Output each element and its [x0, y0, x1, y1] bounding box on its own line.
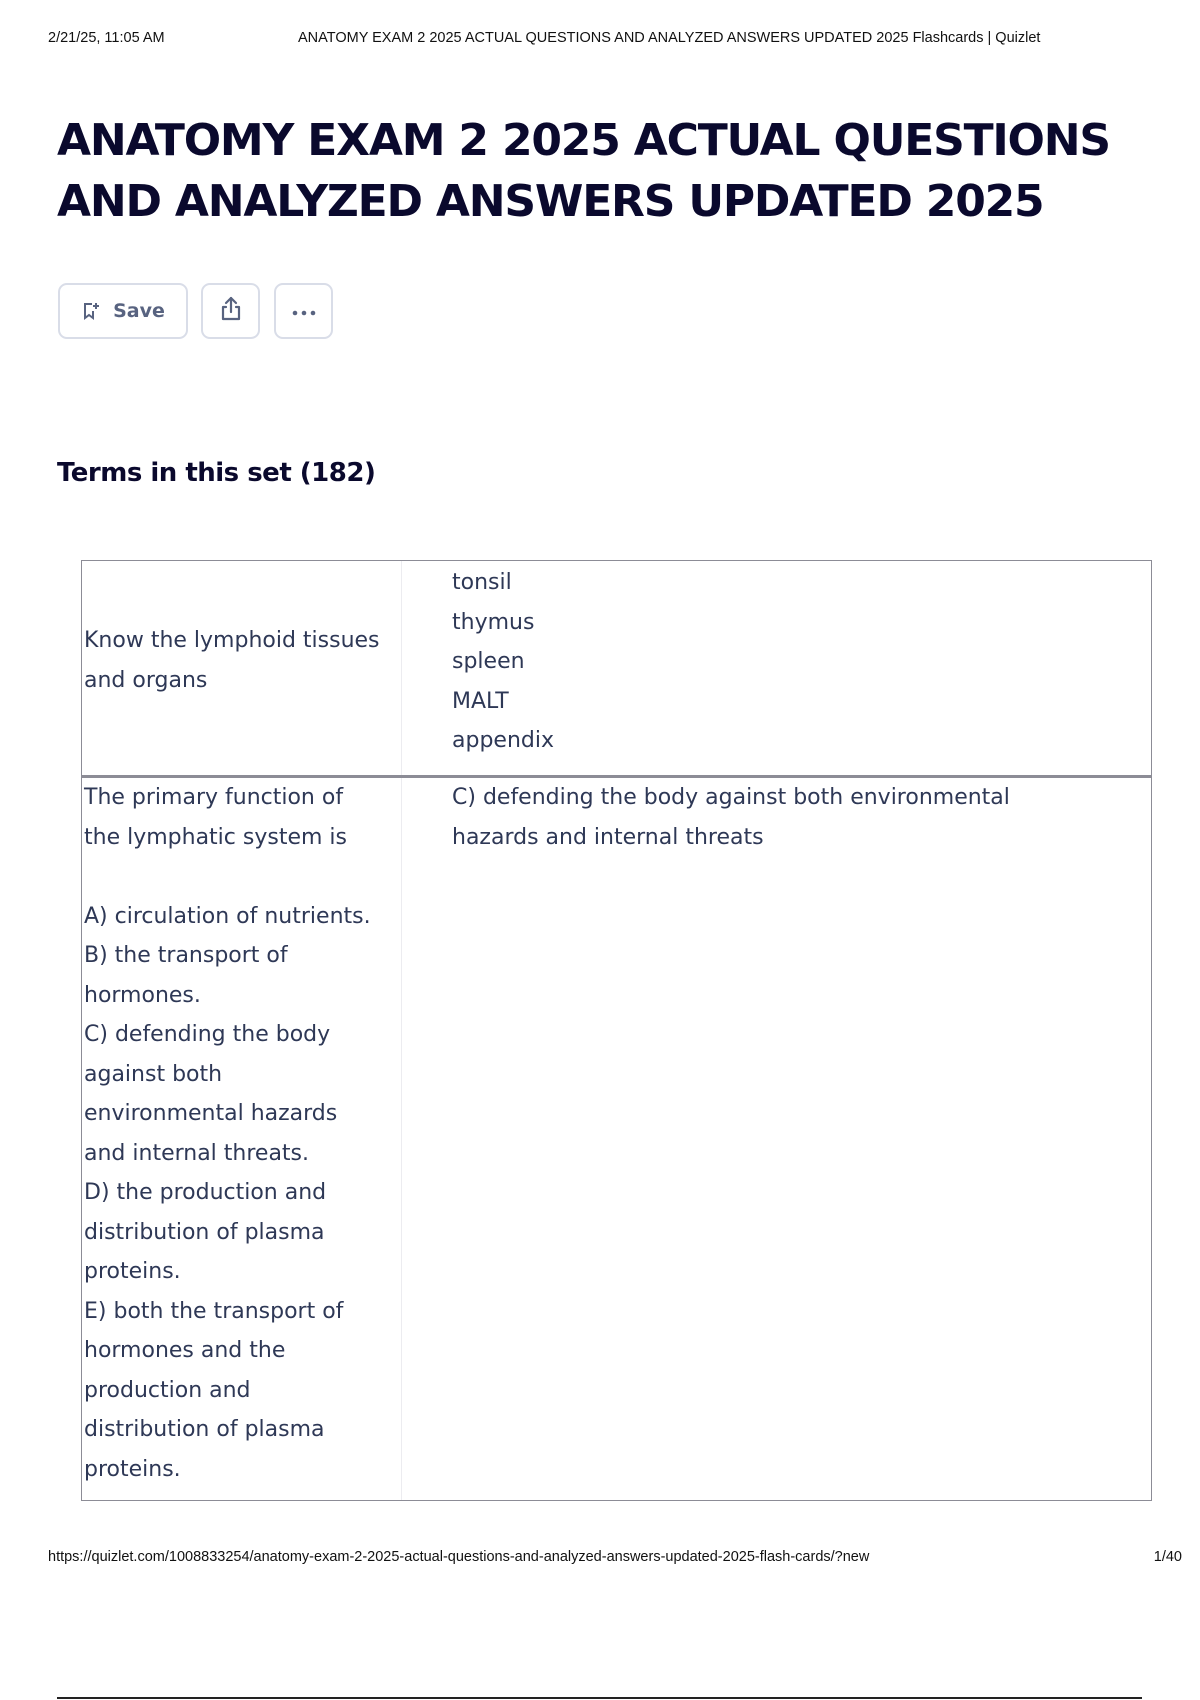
share-icon: [217, 295, 245, 328]
terms-heading: Terms in this set (182): [57, 458, 376, 488]
term-card[interactable]: [81, 560, 1152, 777]
bookmark-add-icon: [81, 301, 101, 321]
term-line: hormones.: [84, 982, 201, 1008]
definition-side: [452, 778, 1141, 857]
term-line: C) defending the body: [84, 1022, 331, 1047]
term-line: production and: [84, 1377, 251, 1403]
page-number: 1/40: [1153, 1549, 1182, 1565]
term-line: D) the production and: [84, 1180, 327, 1205]
term-line: hormones and the: [84, 1338, 286, 1363]
definition-line: C) defending the body against both environmental: [452, 785, 1010, 810]
definition-line: hazards and internal threats: [452, 824, 764, 850]
term-line: and organs: [84, 667, 208, 693]
page-title: [57, 110, 1137, 232]
term-line: the lymphatic system is: [84, 824, 347, 850]
print-document-title: ANATOMY EXAM 2 2025 ACTUAL QUESTIONS AND ANALYZED ANSWERS UPDATED 2025 Flashcards | Quizlet: [298, 30, 1041, 46]
term-line: proteins.: [84, 1456, 181, 1482]
term-line: environmental hazards: [84, 1101, 338, 1126]
term-line: proteins.: [84, 1259, 181, 1284]
print-date: 2/21/25, 11:05 AM: [48, 30, 165, 46]
term-line: against both: [84, 1061, 223, 1087]
term-blank-line: [84, 857, 401, 897]
term-line: distribution of plasma: [84, 1219, 325, 1245]
definition-line: spleen: [452, 649, 525, 674]
definition-line: appendix: [452, 728, 554, 753]
term-side: [82, 778, 402, 1500]
term-line: The primary function of: [84, 785, 344, 810]
term-line: and internal threats.: [84, 1140, 310, 1166]
term-side: [82, 561, 402, 776]
term-line: B) the transport of: [84, 943, 288, 968]
more-horizontal-icon: [290, 300, 318, 322]
definition-side: [452, 563, 1141, 761]
print-header: [48, 30, 1152, 50]
definition-line: thymus: [452, 609, 535, 635]
term-line: distribution of plasma: [84, 1417, 325, 1442]
more-options-button[interactable]: [274, 283, 333, 339]
page-url: https://quizlet.com/1008833254/anatomy-exam-2-2025-actual-questions-and-analyzed-answers-updated-2025-flash-cards/?new: [48, 1549, 870, 1565]
page-title-line: AND ANALYZED ANSWERS UPDATED 2025: [57, 176, 1044, 227]
term-line: E) both the transport of: [84, 1298, 344, 1324]
term-text: [84, 621, 384, 700]
term-text: [84, 778, 401, 1489]
save-button[interactable]: [58, 283, 188, 339]
share-button[interactable]: [201, 283, 260, 339]
term-card[interactable]: [81, 775, 1152, 1501]
save-button-label: Save: [113, 300, 165, 322]
print-footer: [48, 1549, 1182, 1569]
definition-line: tonsil: [452, 570, 512, 595]
term-line: A) circulation of nutrients.: [84, 903, 371, 929]
page-title-line: ANATOMY EXAM 2 2025 ACTUAL QUESTIONS: [57, 115, 1110, 166]
term-line: Know the lymphoid tissues: [84, 628, 380, 653]
definition-line: MALT: [452, 688, 509, 714]
divider: [57, 1697, 1142, 1699]
